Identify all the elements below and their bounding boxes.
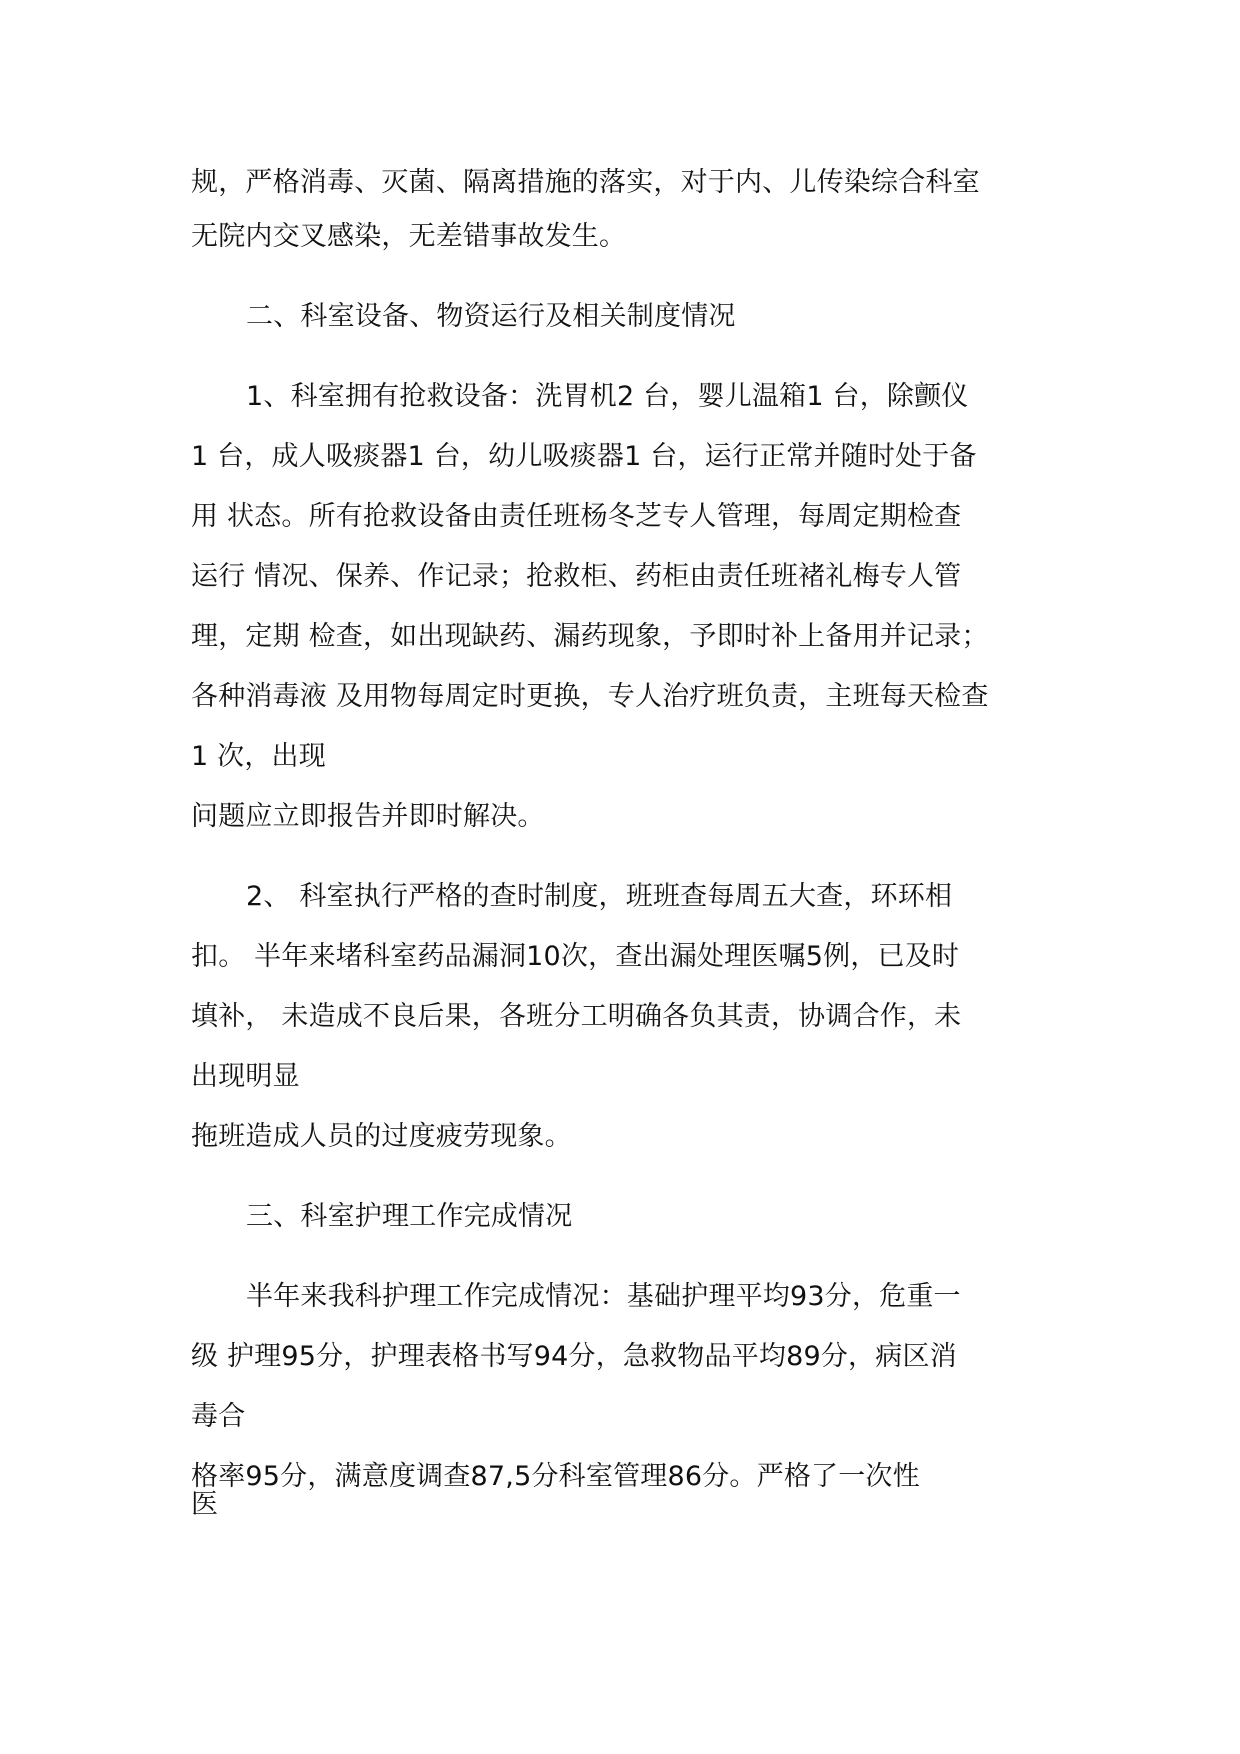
paragraph-line-12: 扣。 半年来堵科室药品漏洞10次，查出漏处理医嘱5例，已及时 [191,941,960,972]
paragraph-line-19: 格率95分，满意度调查87,5分科室管理86分。严格了一次性 [191,1461,920,1492]
paragraph-line-14: 出现明显 [191,1061,300,1092]
paragraph-line-8: 各种消毒液 及用物每周定时更换，专人治疗班负责，主班每天检查 [191,681,989,712]
paragraph-line-17: 级 护理95分，护理表格书写94分，急救物品平均89分，病区消 [191,1341,957,1372]
paragraph-line-7: 理，定期 检查，如出现缺药、漏药现象，予即时补上备用并记录； [191,621,989,652]
paragraph-line-1: 规，严格消毒、灭菌、隔离措施的落实，对于内、儿传染综合科室 [191,167,980,198]
paragraph-line-10: 问题应立即报告并即时解决。 [191,801,545,832]
paragraph-line-13: 填补， 未造成不良后果，各班分工明确各负其责，协调合作，未 [191,1001,962,1032]
paragraph-line-20: 医 [191,1489,219,1520]
paragraph-line-11: 2、 科室执行严格的查时制度，班班查每周五大查，环环相 [246,881,953,912]
paragraph-line-15: 拖班造成人员的过度疲劳现象。 [191,1121,572,1152]
paragraph-line-4: 1 台，成人吸痰器1 台，幼儿吸痰器1 台，运行正常并随时处于备 [191,441,977,472]
paragraph-line-5: 用 状态。所有抢救设备由责任班杨冬芝专人管理，每周定期检查 [191,501,962,532]
paragraph-line-3: 1、科室拥有抢救设备：洗胃机2 台，婴儿温箱1 台，除颤仪 [246,381,969,412]
section-heading-3: 三、科室护理工作完成情况 [246,1201,573,1232]
paragraph-line-18: 毒合 [191,1401,246,1432]
paragraph-line-2: 无院内交叉感染，无差错事故发生。 [191,221,627,252]
section-heading-2: 二、科室设备、物资运行及相关制度情况 [246,301,736,332]
paragraph-line-6: 运行 情况、保养、作记录；抢救柜、药柜由责任班褚礼梅专人管 [191,561,962,592]
paragraph-line-16: 半年来我科护理工作完成情况：基础护理平均93分，危重一 [246,1281,961,1312]
paragraph-line-9: 1 次，出现 [191,741,326,772]
